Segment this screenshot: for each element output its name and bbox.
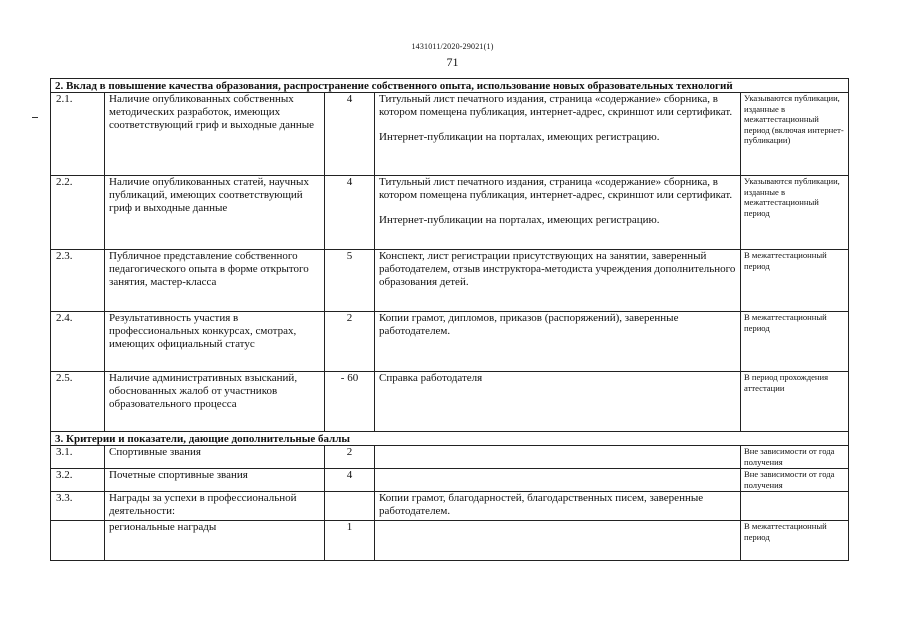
table-row: [51, 492, 849, 521]
row-indicator: Спортивные звания: [105, 446, 325, 469]
row-indicator: Почетные спортивные звания: [105, 469, 325, 492]
row-note: Вне зависимости от года получения: [741, 469, 849, 492]
row-indicator: Наличие опубликованных собственных методических разработок, имеющих соответствующий гриф и выходные данные: [105, 93, 325, 176]
row-points: 4: [325, 93, 375, 176]
row-points: 4: [325, 176, 375, 250]
row-indicator: [105, 372, 325, 432]
row-points: 5: [325, 250, 375, 312]
indicator-line: обоснованных жалоб от участников образовательного процесса: [109, 385, 278, 410]
table-row: [51, 521, 849, 561]
table-row: [51, 372, 849, 432]
row-number: 2.1.: [51, 93, 105, 176]
documents-text-extra: Интернет-публикации на порталах, имеющих регистрацию.: [379, 131, 660, 143]
row-points: 2: [325, 312, 375, 372]
row-indicator: региональные награды: [105, 521, 325, 561]
page-number: 71: [446, 55, 459, 69]
margin-mark: [32, 117, 38, 118]
row-number: [51, 521, 105, 561]
row-note: Вне зависимости от года получения: [741, 446, 849, 469]
indicator-line: Наличие административных взысканий,: [109, 372, 298, 384]
row-number: 2.3.: [51, 250, 105, 312]
document-number: 1431011/2020-29021(1): [411, 42, 494, 51]
row-indicator: Результативность участия в профессиональных конкурсах, смотрах, имеющих официальный статус: [105, 312, 325, 372]
table-row: [51, 469, 849, 492]
row-number: 2.5.: [51, 372, 105, 432]
row-note: [741, 492, 849, 521]
row-indicator: Публичное представление собственного педагогического опыта в форме открытого занятия, мастер-класса: [105, 250, 325, 312]
row-documents: Справка работодателя: [375, 372, 741, 432]
table-row: [51, 93, 849, 176]
table-row: [51, 250, 849, 312]
row-documents: Копии грамот, благодарностей, благодарственных писем, заверенные работодателем.: [375, 492, 741, 521]
documents-text: Титульный лист печатного издания, страница «содержание» сборника, в котором помещена публикация, интернет-адрес, скриншот или сертификат.: [379, 93, 733, 118]
row-note: Указываются публикации, изданные в межаттестационный период (включая интернет-публикации): [741, 93, 849, 176]
row-note: Указываются публикации, изданные в межаттестационный период: [741, 176, 849, 250]
row-documents: [375, 176, 741, 250]
section-header: [51, 79, 849, 93]
row-note: В межаттестационный период: [741, 250, 849, 312]
row-documents: [375, 521, 741, 561]
row-points: 2: [325, 446, 375, 469]
row-number: 2.2.: [51, 176, 105, 250]
table-row: [51, 176, 849, 250]
row-note: В межаттестационный период: [741, 521, 849, 561]
row-note: В период прохождения аттестации: [741, 372, 849, 432]
row-number: 3.2.: [51, 469, 105, 492]
row-points: - 60: [325, 372, 375, 432]
criteria-table: [50, 78, 849, 561]
documents-text: Титульный лист печатного издания, страница «содержание» сборника, в котором помещена публикация, интернет-адрес, скриншот или сертификат.: [379, 176, 733, 201]
table-row: [51, 312, 849, 372]
row-points: 4: [325, 469, 375, 492]
row-documents: Конспект, лист регистрации присутствующих на занятии, заверенный работодателем, отзыв инструктора-методиста учреждения дополнительного образования детей.: [375, 250, 741, 312]
row-documents: [375, 93, 741, 176]
section-title: 2. Вклад в повышение качества образования, распространение собственного опыта, использование новых образовательных технологий: [51, 79, 849, 93]
row-note: В межаттестационный период: [741, 312, 849, 372]
row-indicator: Награды за успехи в профессиональной деятельности:: [105, 492, 325, 521]
row-number: 3.1.: [51, 446, 105, 469]
row-indicator: Наличие опубликованных статей, научных публикаций, имеющих соответствующий гриф и выходные данные: [105, 176, 325, 250]
section-header: [51, 432, 849, 446]
row-documents: [375, 469, 741, 492]
section-title: 3. Критерии и показатели, дающие дополнительные баллы: [51, 432, 849, 446]
row-number: 3.3.: [51, 492, 105, 521]
row-documents: Копии грамот, дипломов, приказов (распоряжений), заверенные работодателем.: [375, 312, 741, 372]
table-row: [51, 446, 849, 469]
documents-text-extra: Интернет-публикации на порталах, имеющих регистрацию.: [379, 214, 660, 226]
row-documents: [375, 446, 741, 469]
row-points: 1: [325, 521, 375, 561]
row-number: 2.4.: [51, 312, 105, 372]
row-points: [325, 492, 375, 521]
